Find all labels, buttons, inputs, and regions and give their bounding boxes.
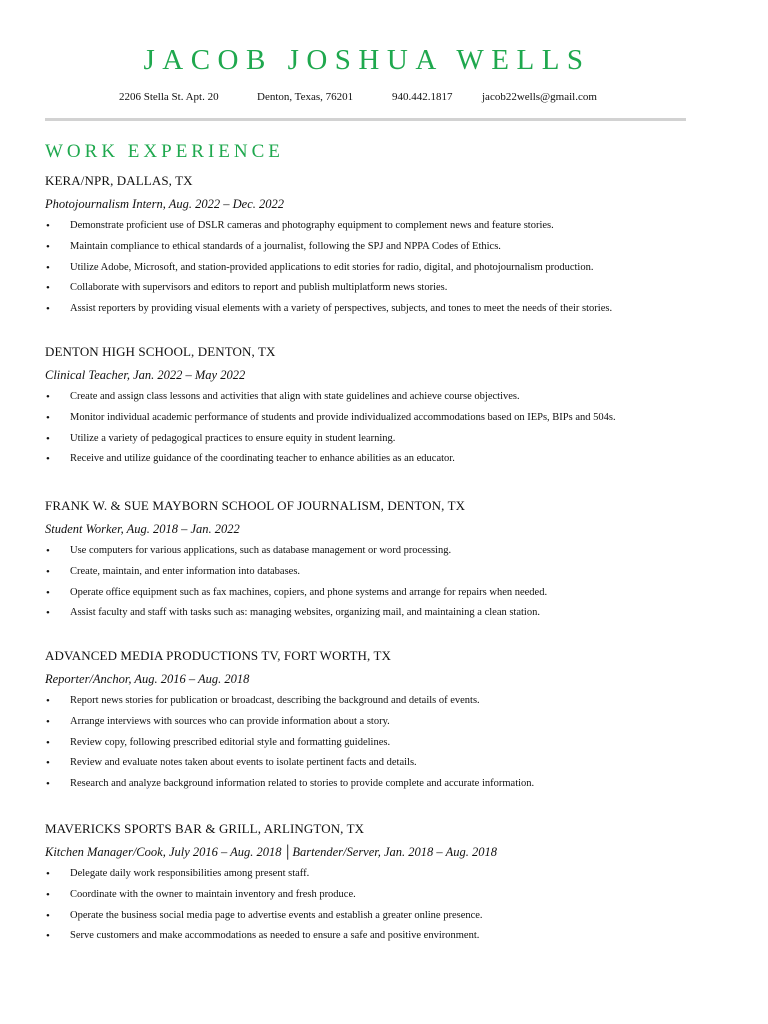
job-entry [45, 172, 705, 320]
job-bullet: • Create and assign class lessons and activities that align with state guidelines and achieve course objectives. [45, 387, 705, 408]
job-employer: DENTON HIGH SCHOOL, DENTON, TX [45, 344, 276, 359]
job-role: Kitchen Manager/Cook, July 2016 – Aug. 2018 │Bartender/Server, Jan. 2018 – Aug. 2018 [45, 845, 497, 859]
job-bullet: • Collaborate with supervisors and editors to report and publish multiplatform news stories. [45, 278, 705, 299]
job-bullet: • Review and evaluate notes taken about events to isolate pertinent facts and details. [45, 753, 705, 774]
job-bullet: • Maintain compliance to ethical standards of a journalist, following the SPJ and NPPA Codes of Ethics. [45, 237, 705, 258]
job-bullet: • Create, maintain, and enter information into databases. [45, 562, 705, 583]
header-divider [45, 118, 686, 121]
job-bullet: • Report news stories for publication or broadcast, describing the background and details of events. [45, 691, 705, 712]
job-bullet: • Coordinate with the owner to maintain inventory and fresh produce. [45, 885, 705, 906]
job-role: Reporter/Anchor, Aug. 2016 – Aug. 2018 [45, 672, 250, 686]
job-bullet: • Monitor individual academic performance of students and provide individualized accommodations based on IEPs, BIPs and 504s. [45, 408, 705, 429]
job-bullets [45, 864, 705, 947]
candidate-name: JACOB JOSHUA WELLS [143, 44, 591, 76]
job-bullet: • Review copy, following prescribed editorial style and formatting guidelines. [45, 733, 705, 754]
job-employer: MAVERICKS SPORTS BAR & GRILL, ARLINGTON, TX [45, 821, 365, 836]
job-bullet: • Receive and utilize guidance of the coordinating teacher to enhance abilities as an educator. [45, 449, 705, 470]
job-employer: KERA/NPR, DALLAS, TX [45, 173, 193, 188]
job-bullets [45, 691, 705, 795]
job-bullet: • Serve customers and make accommodations as needed to ensure a safe and positive environment. [45, 926, 705, 947]
job-bullet: • Operate office equipment such as fax machines, copiers, and phone systems and arrange for repairs when needed. [45, 583, 705, 604]
job-employer: ADVANCED MEDIA PRODUCTIONS TV, FORT WORTH, TX [45, 648, 392, 663]
job-entry [45, 497, 705, 624]
contact-address: 2206 Stella St. Apt. 20 [119, 91, 219, 103]
contact-email: jacob22wells@gmail.com [482, 91, 597, 103]
job-entry [45, 343, 705, 470]
job-bullet: • Utilize a variety of pedagogical practices to ensure equity in student learning. [45, 429, 705, 450]
job-role: Photojournalism Intern, Aug. 2022 – Dec. 2022 [45, 197, 284, 211]
job-role: Clinical Teacher, Jan. 2022 – May 2022 [45, 368, 246, 382]
job-bullet: • Arrange interviews with sources who can provide information about a story. [45, 712, 705, 733]
job-bullet: • Research and analyze background information related to stories to provide complete and accurate information. [45, 774, 705, 795]
job-bullet: • Utilize Adobe, Microsoft, and station-provided applications to edit stories for radio, digital, and photojournalism production. [45, 258, 705, 279]
job-bullet: • Operate the business social media page to advertise events and establish a greater online presence. [45, 906, 705, 927]
section-title-work-experience: WORK EXPERIENCE [45, 141, 284, 162]
contact-city: Denton, Texas, 76201 [257, 91, 354, 103]
job-entry [45, 647, 705, 795]
job-employer: FRANK W. & SUE MAYBORN SCHOOL OF JOURNALISM, DENTON, TX [45, 498, 466, 513]
job-bullet: • Assist faculty and staff with tasks such as: managing websites, organizing mail, and maintaining a clean station. [45, 603, 705, 624]
job-bullet: • Delegate daily work responsibilities among present staff. [45, 864, 705, 885]
job-bullets [45, 216, 705, 320]
job-bullets [45, 541, 705, 624]
job-bullet: • Use computers for various applications, such as database management or word processing. [45, 541, 705, 562]
job-bullets [45, 387, 705, 470]
job-bullet: • Demonstrate proficient use of DSLR cameras and photography equipment to complement news and feature stories. [45, 216, 705, 237]
job-role: Student Worker, Aug. 2018 – Jan. 2022 [45, 522, 240, 536]
job-bullet: • Assist reporters by providing visual elements with a variety of perspectives, subjects, and tones to meet the needs of their stories. [45, 299, 705, 320]
job-entry [45, 820, 705, 947]
contact-phone: 940.442.1817 [392, 91, 453, 103]
